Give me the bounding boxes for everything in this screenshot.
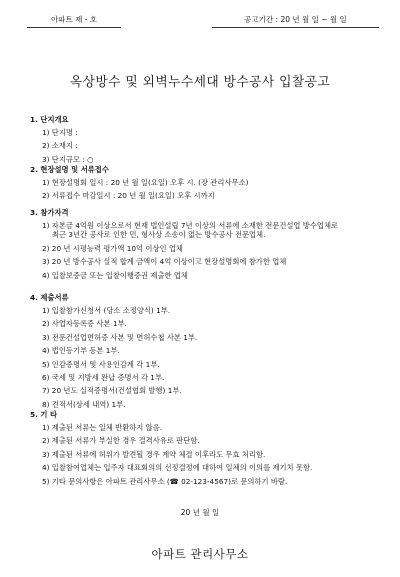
list-item-continuation: 최근 3년간 공사로 인한 민, 형사상 소송이 없는 방수공사 전문업체. bbox=[52, 230, 266, 240]
section-title: 1. 단지개요 bbox=[30, 115, 69, 124]
list-item: 2) 서류접수 마감일시 : 20 년 월 일(요일) 오후 시까지 bbox=[42, 191, 215, 201]
section-miscellaneous bbox=[30, 410, 380, 490]
notice-period-field: 공고기간 : 20 년 월 일 ~ 월 일 bbox=[212, 14, 379, 28]
list-item bbox=[42, 221, 380, 240]
section-title: 4. 제출서류 bbox=[30, 293, 69, 302]
list-item: 6) 국세 및 지방세 완납 증명서 각 1부. bbox=[42, 373, 165, 383]
list-item: 3) 20 년 방수공사 실적 합계 금액이 4억 이상이고 현장설명회에 참가한 업체 bbox=[42, 257, 287, 267]
list-item: 2) 소재지 : bbox=[42, 141, 78, 151]
notice-date: 20 년 월 일 bbox=[180, 508, 220, 517]
section-title: 3. 참가자격 bbox=[30, 208, 69, 217]
list-item-line: 1) 자본금 4억원 이상으로서 현재 법인설립 7년 이상의 서류에 소재한 전문건설업 방수업체로 bbox=[42, 221, 339, 230]
section-eligibility bbox=[30, 208, 380, 284]
list-item: 3) 제출된 서류에 허위가 발견될 경우 계약 체결 이후라도 무효 처리함. bbox=[42, 449, 266, 459]
issuer-office: 아파트 관리사무소 bbox=[151, 547, 249, 561]
section-complex-overview bbox=[30, 115, 380, 168]
list-item: 2) 사업자등록증 사본 1부. bbox=[42, 319, 127, 329]
notice-title: 옥상방수 및 외벽누수세대 방수공사 입찰공고 bbox=[69, 75, 331, 90]
section-required-documents bbox=[30, 293, 380, 413]
list-item: 7) 20 년도 실적증명서(건설협회 발행) 1부. bbox=[42, 386, 182, 396]
list-item: 1) 제출된 서류는 일체 반환하지 않음. bbox=[42, 423, 163, 432]
list-item: 3) 단지규모 : ○ bbox=[42, 154, 94, 164]
list-item: 4) 입찰보증금 또는 입찰이행증권 제출한 업체 bbox=[42, 270, 188, 280]
list-item: 2) 20 년 시평능력 평가액 10억 이상인 업체 bbox=[42, 243, 183, 253]
list-item: 2) 제출된 서류가 부실한 경우 결격사유로 판단함. bbox=[42, 436, 200, 446]
list-item: 5) 기타 문의사항은 아파트 관리사무소 (☎ 02-123-4567)로 문의하기 바람. bbox=[42, 476, 288, 486]
section-title: 2. 현장설명 및 서류접수 bbox=[30, 165, 109, 174]
apartment-number-field: 아파트 제 - 호 bbox=[27, 14, 121, 28]
list-item: 1) 입찰참가신청서 (당소 소정양식) 1부. bbox=[42, 306, 171, 315]
section-title: 5. 기 타 bbox=[30, 410, 58, 419]
section-briefing-and-submission bbox=[30, 165, 380, 205]
list-item: 5) 인감증명서 및 사용인감계 각 1부. bbox=[42, 359, 160, 369]
list-item: 4) 입찰참여업체는 입주자 대표회의의 선정결정에 대하여 일체의 이의를 제기치 못함. bbox=[42, 463, 313, 473]
list-item: 1) 단지명 : bbox=[42, 128, 78, 137]
list-item: 1) 현장설명회 일시 : 20 년 월 일(요일) 오후 시. (장 관리사무소) bbox=[42, 178, 249, 187]
list-item: 4) 법인등기부 등본 1부. bbox=[42, 346, 120, 356]
list-item: 8) 견적서(상세 내역) 1부. bbox=[42, 399, 126, 409]
list-item: 3) 전문건설업면허증 사본 및 면허수첩 사본 1부. bbox=[42, 332, 198, 342]
